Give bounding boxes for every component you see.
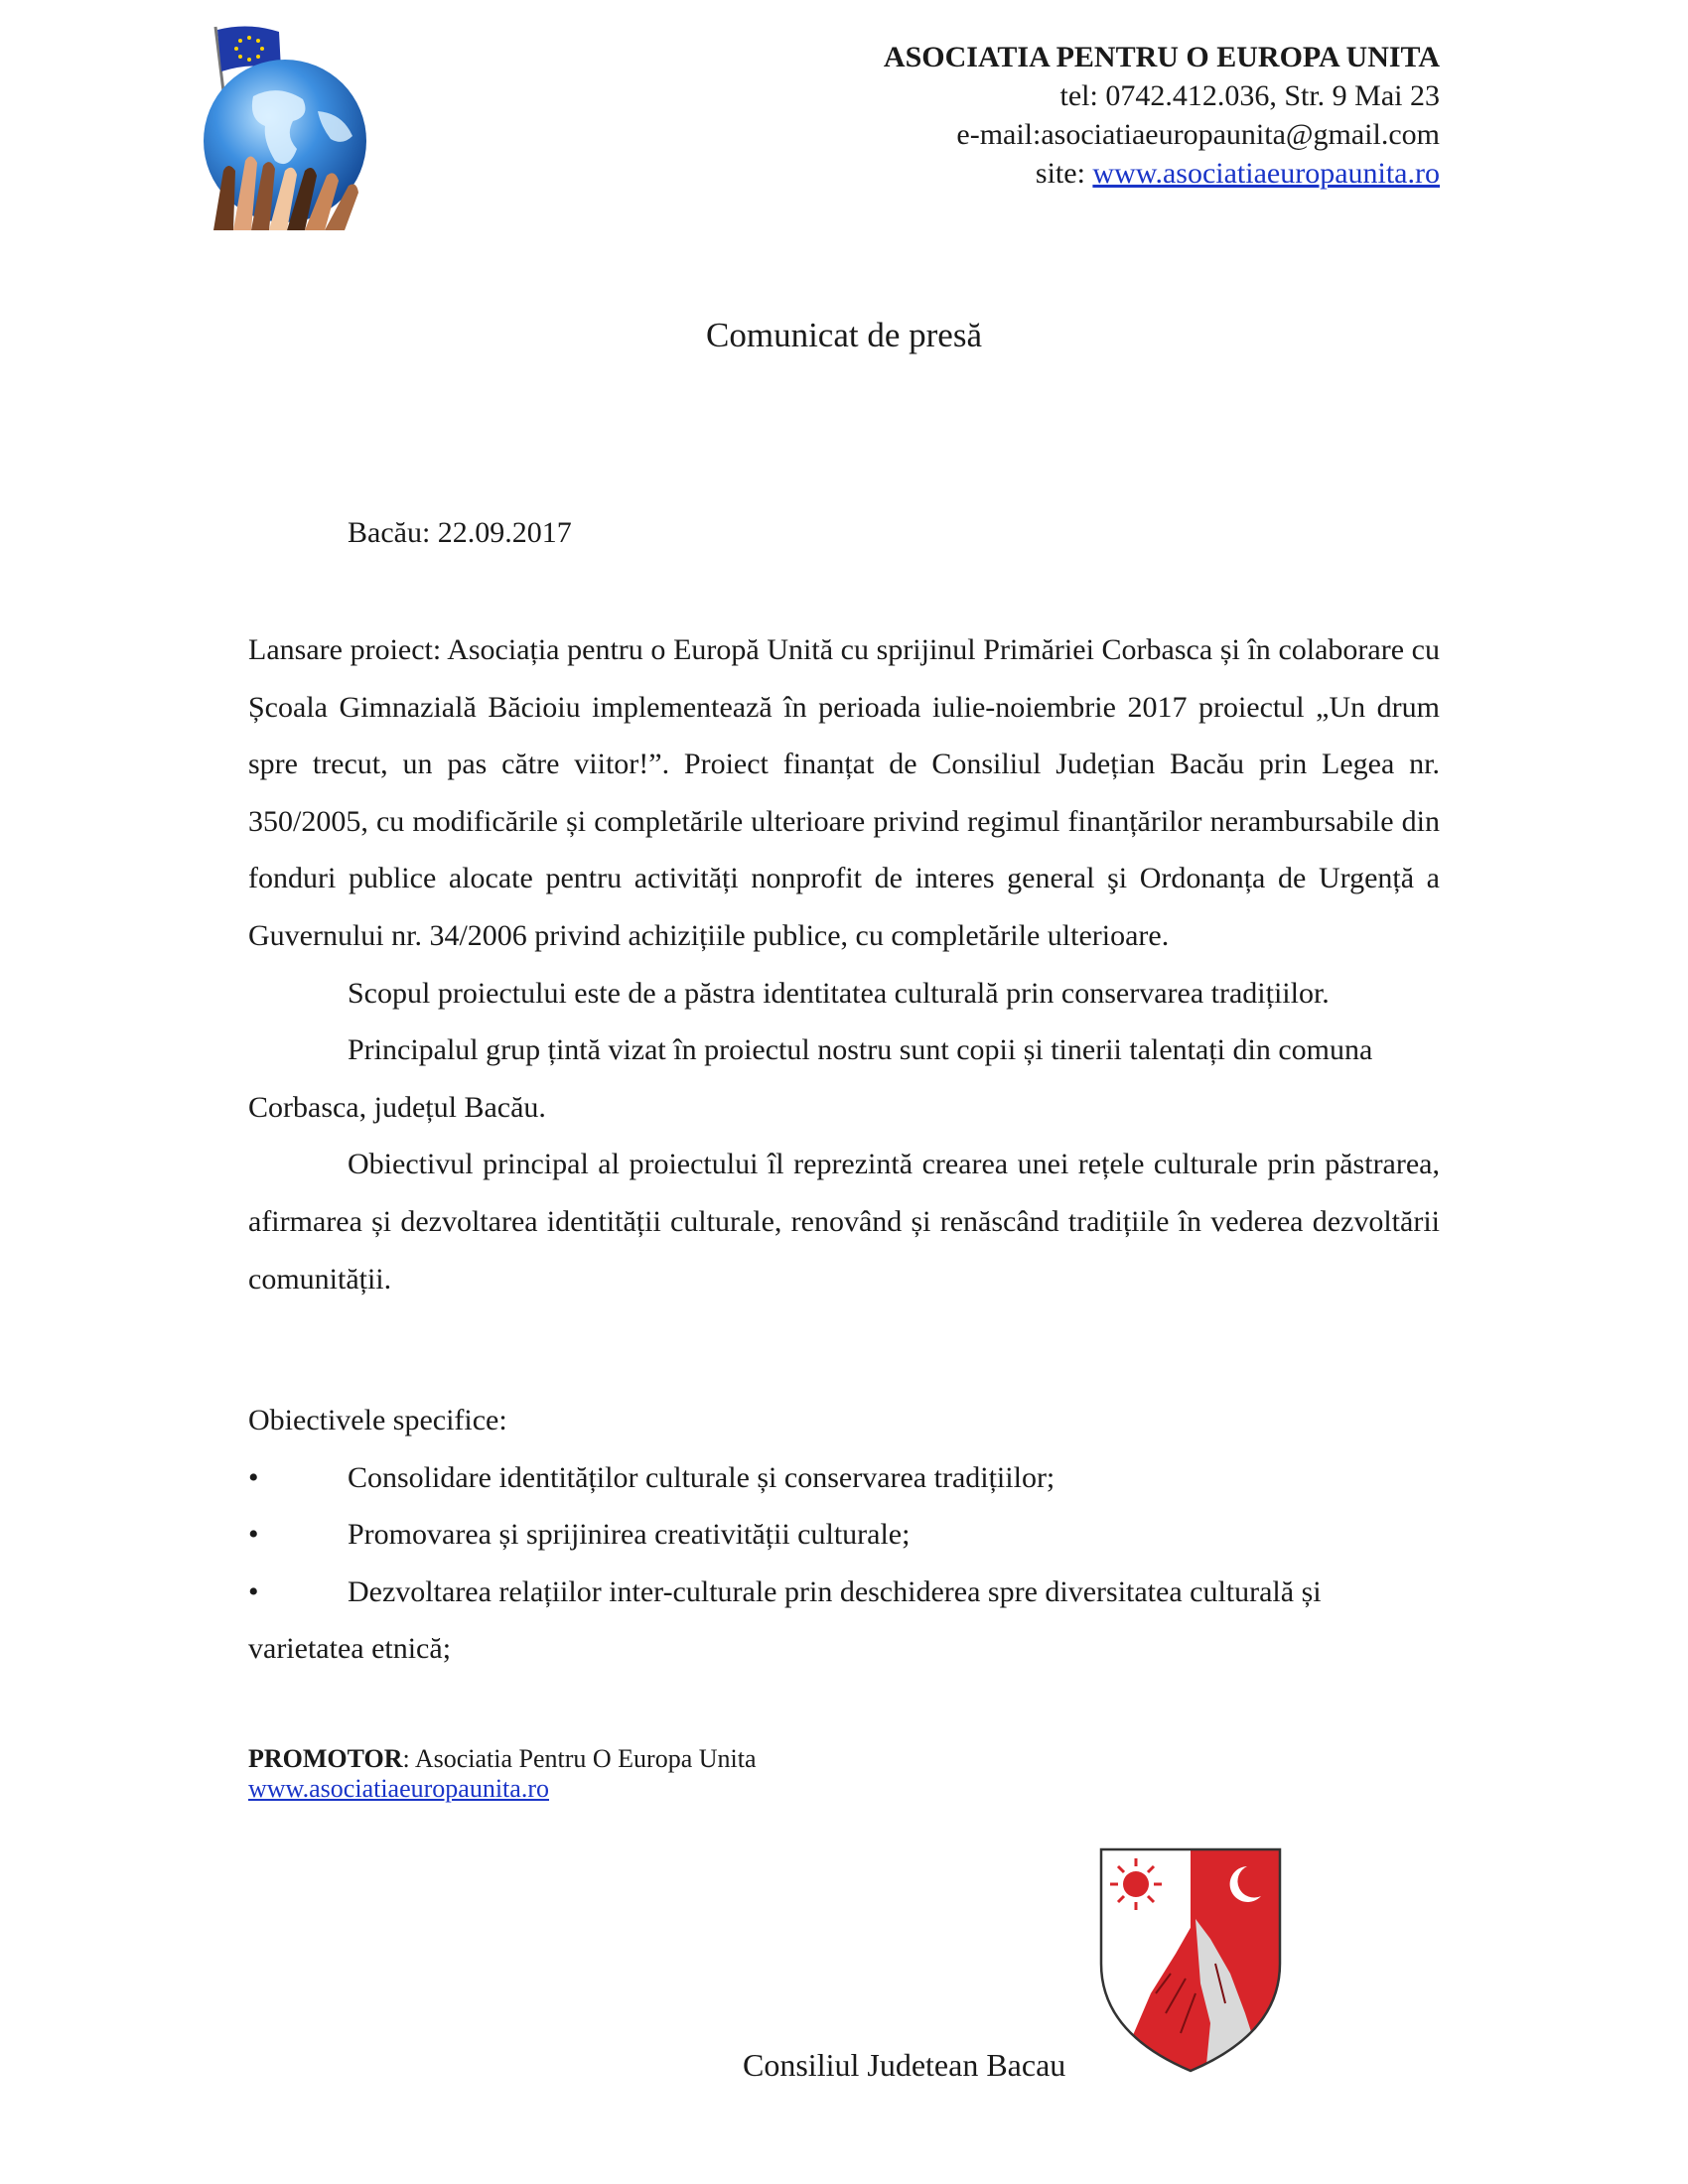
telephone-address-line: tel: 0742.412.036, Str. 9 Mai 23 <box>1059 79 1440 112</box>
county-council-caption: Consiliul Judetean Bacau <box>743 2047 1066 2083</box>
page-title: Comunicat de presă <box>706 316 982 354</box>
list-item-text: Consolidare identităților culturale și conservarea tradițiilor; <box>348 1460 1055 1494</box>
list-item-text: Promovarea și sprijinirea creativității culturale; <box>348 1518 911 1552</box>
promotor-block <box>248 1744 757 1804</box>
header-contact-block <box>884 38 1440 193</box>
promotor-link[interactable]: www.asociatiaeuropaunita.ro <box>248 1774 549 1803</box>
bacau-county-crest <box>1096 1844 1285 2075</box>
promotor-text: : Asociatia Pentru O Europa Unita <box>402 1744 757 1773</box>
paragraph-launch: Lansare proiect: Asociația pentru o Europă Unită cu sprijinul Primăriei Corbasca și în colaborare cu Școala Gimnazială Băcioiu implementează în perioada iulie-noiembrie 2017 proiectul „Un drum spre trecut, un pas către viitor!”. Proiect finanțat de Consiliul Județian Bacău prin Legea nr. 350/2005, cu modificările și completările ulterioare privind regimul finanțărilor nerambursabile din fonduri publice alocate pentru activități nonprofit de interes general şi Ordonanța de Urgență a Guvernului nr. 34/2006 privind achizițiile publice, cu completările ulterioare. <box>248 633 1440 952</box>
paragraph-purpose: Scopul proiectului este de a păstra identitatea culturală prin conservarea tradițiilor. <box>348 976 1330 1010</box>
organization-name: ASOCIATIA PENTRU O EUROPA UNITA <box>883 41 1440 73</box>
list-item <box>248 1506 1440 1564</box>
list-item-text: Dezvoltarea relațiilor inter-culturale prin deschiderea spre diversitatea culturală și varietatea etnică; <box>248 1574 1322 1666</box>
bullet-marker: • <box>248 1460 259 1494</box>
paragraph-target-group: Principalul grup țintă vizat în proiectul nostru sunt copii și tinerii talentați din comuna Corbasca, județul Bacău. <box>248 1033 1373 1124</box>
paragraph-main-objective: Obiectivul principal al proiectului îl reprezintă crearea unei rețele culturale prin păstrarea, afirmarea și dezvoltarea identității culturale, renovând și renăscând tradițiile în vederea dezvoltării comunității. <box>248 1148 1440 1296</box>
bullet-marker: • <box>248 1518 259 1552</box>
bullet-marker: • <box>248 1574 259 1608</box>
site-line <box>884 154 1440 193</box>
list-item <box>248 1449 1440 1507</box>
site-link[interactable]: www.asociatiaeuropaunita.ro <box>1092 157 1440 190</box>
press-release-body <box>248 621 1440 1307</box>
date-line: Bacău: 22.09.2017 <box>348 516 572 549</box>
promotor-label: PROMOTOR <box>248 1744 403 1773</box>
europe-globe-logo <box>194 22 372 230</box>
email-line: e-mail:asociatiaeuropaunita@gmail.com <box>956 118 1440 151</box>
site-prefix: site: <box>1035 157 1093 190</box>
objectives-list <box>248 1449 1440 1678</box>
objectives-section <box>248 1392 1440 1678</box>
objectives-heading: Obiectivele specifice: <box>248 1404 507 1436</box>
list-item <box>248 1564 1440 1678</box>
